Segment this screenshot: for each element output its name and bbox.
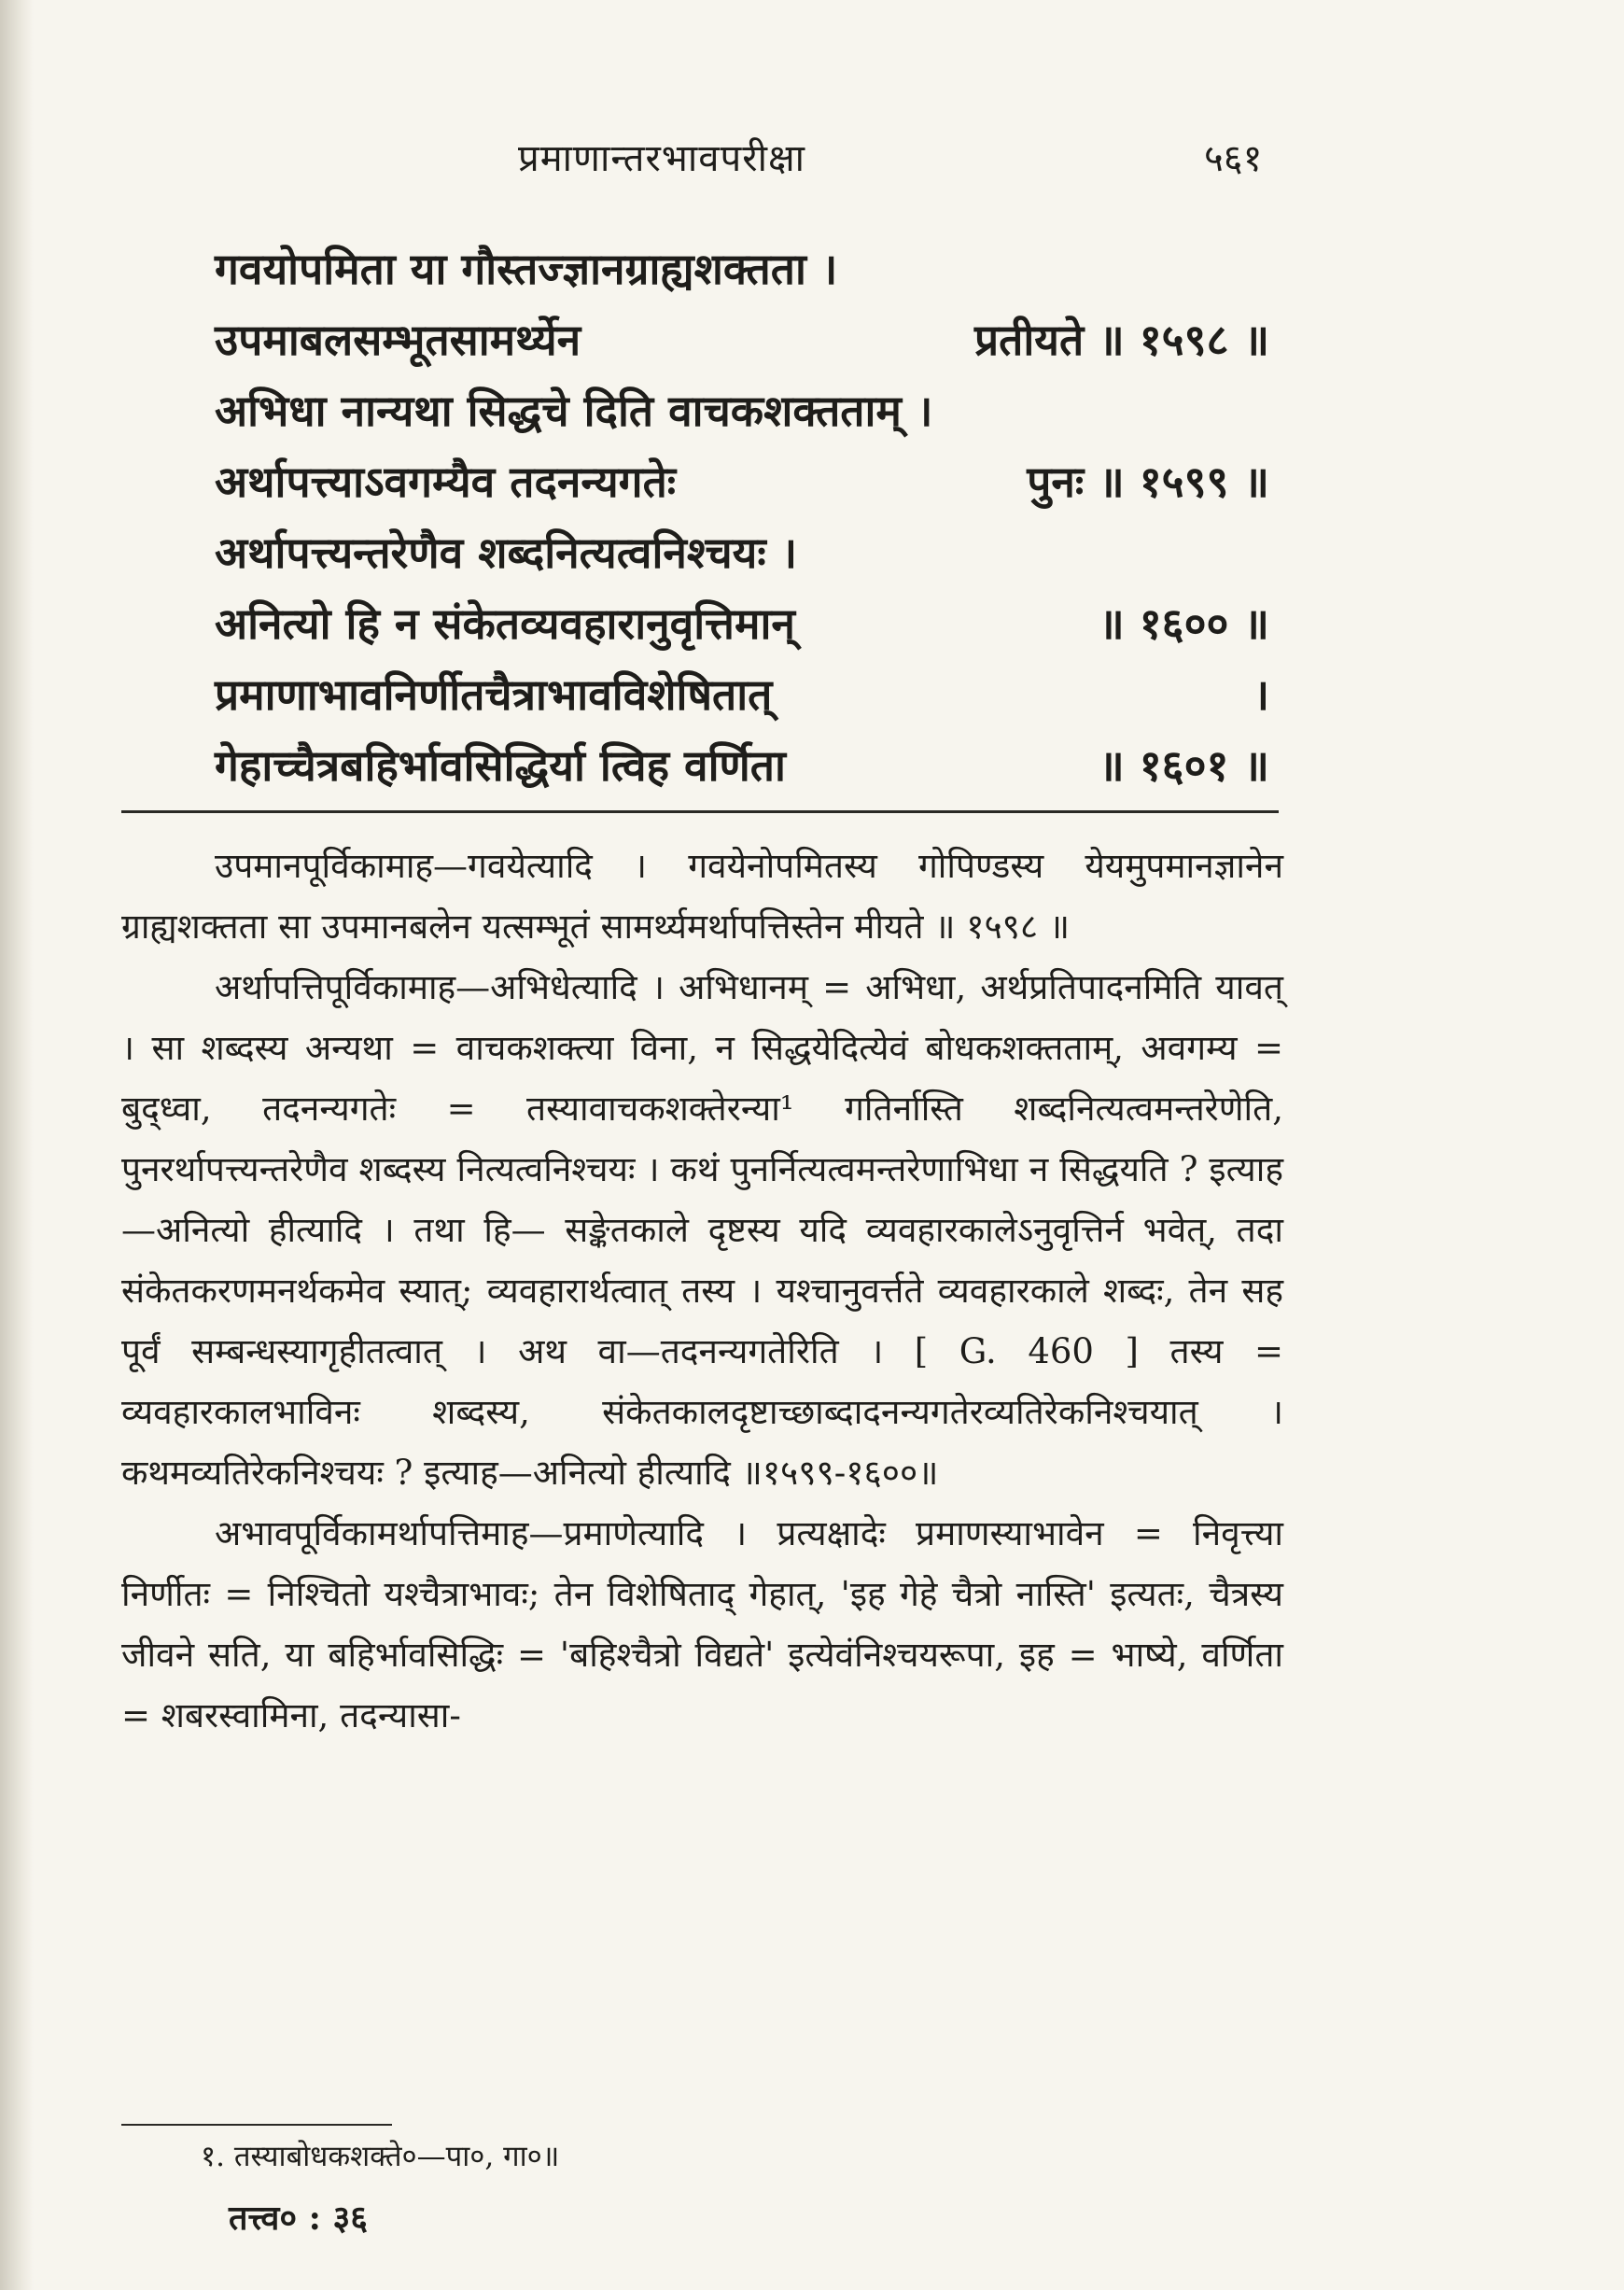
verse-line	[215, 730, 1269, 801]
footnote: १. तस्याबोधकशक्ते०—पा०, गा०॥	[201, 2140, 560, 2173]
running-header-title: प्रमाणान्तरभावपरीक्षा	[518, 137, 805, 180]
commentary-paragraph: उपमानपूर्विकामाह—गवयेत्यादि । गवयेनोपमितस्य गोपिण्डस्य येयमुपमानज्ञानेन ग्राह्यशक्तता सा उपमानबलेन यत्सम्भूतं सामर्थ्यमर्थापत्तिस्तेन मीयते ॥ १५९८ ॥	[121, 846, 1283, 947]
verse-line	[215, 375, 1269, 446]
verse-text: अभिधा नान्यथा सिद्धचे दिति वाचकशक्तताम् ।	[215, 386, 933, 436]
verse-text: उपमाबलसम्भूतसामर्थ्येन	[215, 315, 581, 365]
verse-line	[215, 304, 1269, 375]
verse-line	[215, 659, 1269, 730]
commentary-paragraph: अर्थापत्तिपूर्विकामाह—अभिधेत्यादि । अभिधानम् = अभिधा, अर्थप्रतिपादनमिति यावत् । सा शब्दस्य अन्यथा = वाचकशक्त्या विना, न सिद्धयेदित्येवं बोधकशक्तताम्, अवगम्य = बुद्ध्वा, तदनन्यगतेः = तस्यावाचकशक्तेरन्या¹ गतिर्नास्ति शब्दनित्यत्वमन्तरेणेति, पुनरर्थापत्त्यन्तरेणैव शब्दस्य नित्यत्वनिश्चयः । कथं पुनर्नित्यत्वमन्तरेणाभिधा न सिद्धयति ? इत्याह—अनित्यो हीत्यादि । तथा हि— सङ्केतकाले दृष्टस्य यदि व्यवहारकालेऽनुवृत्तिर्न भवेत्, तदा संकेतकरणमनर्थकमेव स्यात्; व्यवहारार्थत्वात् तस्य । यश्चानुवर्त्तते व्यवहारकाले शब्दः, तेन सह पूर्वं सम्बन्धस्यागृहीतत्वात् । अथ वा—तदनन्यगतेरिति । [ G. 460 ] तस्य = व्यवहारकालभाविनः शब्दस्य, संकेतकालदृष्टाच्छाब्दादनन्यगतेरव्यतिरेकनिश्चयात् । कथमव्यतिरेकनिश्चयः ? इत्याह—अनित्यो हीत्यादि ॥१५९९-१६००॥	[121, 967, 1283, 1493]
verse-line	[215, 233, 1269, 304]
binding-edge	[0, 0, 34, 2290]
verse-line	[215, 446, 1269, 517]
commentary-block	[121, 836, 1283, 1746]
verse-block	[215, 233, 1269, 801]
verse-number: प्रतीयते ॥ १५९८ ॥	[973, 315, 1269, 365]
verse-text: गवयोपमिता या गौस्तज्ज्ञानग्राह्यशक्तता ।	[215, 244, 838, 294]
verse-text: अनित्यो हि न संकेतव्यवहारानुवृत्तिमान्	[215, 598, 795, 649]
verse-number: ॥ १६०१ ॥	[1099, 740, 1269, 791]
page-number: ५६१	[1204, 137, 1263, 180]
signature-mark: तत्त्व० : ३६	[229, 2199, 368, 2238]
verse-text: गेहाच्चैत्रबहिर्भावसिद्धिर्या त्विह वर्णिता	[215, 740, 786, 791]
footnote-rule	[121, 2124, 392, 2126]
verse-text: प्रमाणाभावनिर्णीतचैत्राभावविशेषितात्	[215, 669, 773, 720]
verse-line	[215, 588, 1269, 659]
verse-number: पुनः ॥ १५९९ ॥	[1027, 457, 1269, 507]
verse-divider-rule	[121, 810, 1279, 813]
verse-text: अर्थापत्त्यन्तरेणैव शब्दनित्यत्वनिश्चयः ।	[215, 527, 798, 578]
verse-number: ॥ १६०० ॥	[1099, 598, 1269, 649]
verse-number: ।	[1253, 669, 1269, 720]
verse-line	[215, 517, 1269, 588]
commentary-paragraph: अभावपूर्विकामर्थापत्तिमाह—प्रमाणेत्यादि । प्रत्यक्षादेः प्रमाणस्याभावेन = निवृत्त्या निर्णीतः = निश्चितो यश्चैत्राभावः; तेन विशेषिताद् गेहात्, 'इह गेहे चैत्रो नास्ति' इत्यतः, चैत्रस्य जीवने सति, या बहिर्भावसिद्धिः = 'बहिश्चैत्रो विद्यते' इत्येवंनिश्चयरूपा, इह = भाष्ये, वर्णिता = शबरस्वामिना, तदन्यासा-	[121, 1513, 1283, 1735]
verse-text: अर्थापत्त्याऽवगम्यैव तदनन्यगतेः	[215, 457, 677, 507]
